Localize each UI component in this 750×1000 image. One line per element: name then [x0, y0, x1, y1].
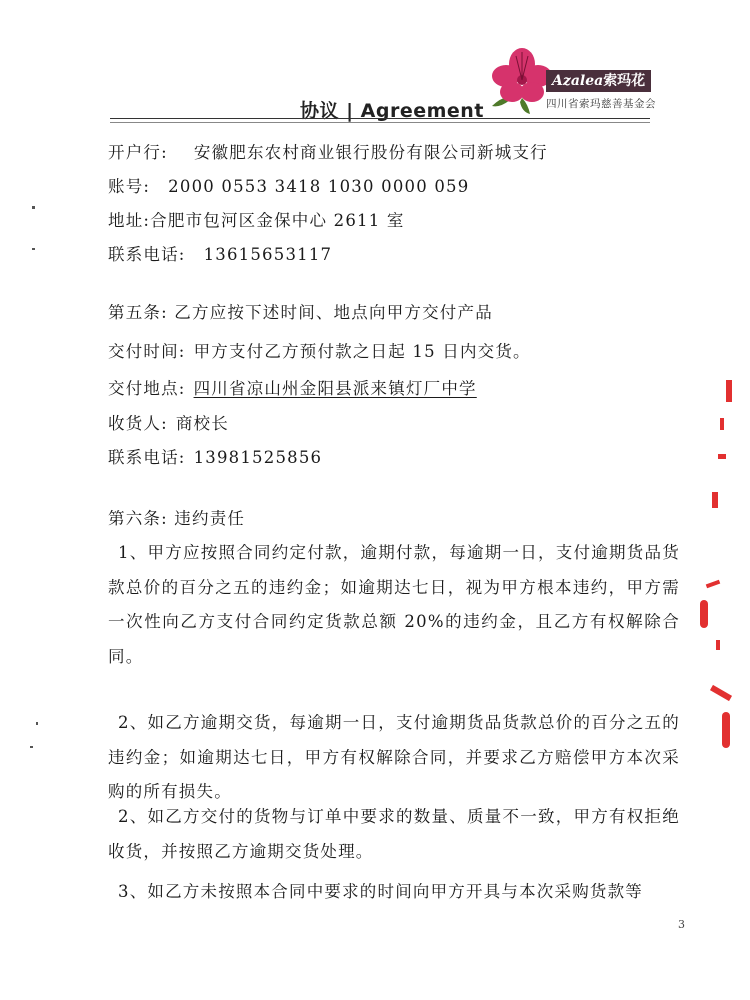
- receiver-line: 收货人: 商校长: [108, 414, 229, 433]
- header-divider: [110, 118, 650, 119]
- clause-2: 2、如乙方逾期交货，每逾期一日，支付逾期货品货款总价的百分之五的违约金；如逾期达七日，甲方有权解除合同，并要求乙方赔偿甲方本次采购的所有损失。: [108, 713, 680, 801]
- article-6-title: 第六条: 违约责任: [108, 509, 246, 528]
- delivery-place-line: 交付地点: 四川省凉山州金阳县派来镇灯厂中学: [108, 379, 477, 398]
- page-header-title: 协议 | Agreement: [300, 100, 484, 122]
- header-divider-secondary: [110, 122, 650, 123]
- scan-mark: [36, 722, 38, 725]
- article-5-title: 第五条: 乙方应按下述时间、地点向甲方交付产品: [108, 303, 493, 322]
- clause-3: 3、如乙方未按照本合同中要求的时间向甲方开具与本次采购货款等: [118, 882, 643, 901]
- bank-name-line: 开户行: 安徽肥东农村商业银行股份有限公司新城支行: [108, 143, 548, 162]
- page-number: 3: [678, 918, 685, 931]
- clause-2b: 2、如乙方交付的货物与订单中要求的数量、质量不一致，甲方有权拒绝收货，并按照乙方逾期交货处理。: [108, 807, 680, 861]
- scan-mark: [30, 746, 33, 748]
- logo-name: Azalea索玛花: [546, 70, 651, 92]
- bank-phone-line: 联系电话: 13615653117: [108, 245, 333, 264]
- clause-1: 1、甲方应按照合同约定付款，逾期付款，每逾期一日，支付逾期货品货款总价的百分之五的违约金；如逾期达七日，视为甲方根本违约，甲方需一次性向乙方支付合同约定货款总额 20%的违约金，且乙方有权解除合同。: [108, 543, 680, 666]
- account-number-line: 账号: 2000 0553 3418 1030 0000 059: [108, 177, 470, 196]
- logo-subtitle: 四川省索玛慈善基金会: [546, 98, 656, 110]
- foundation-logo: [490, 42, 690, 114]
- receiver-phone-line: 联系电话: 13981525856: [108, 448, 323, 467]
- scan-mark: [32, 206, 35, 209]
- scan-mark: [32, 248, 35, 250]
- delivery-time-line: 交付时间: 甲方支付乙方预付款之日起 15 日内交货。: [108, 342, 531, 361]
- address-line: 地址:合肥市包河区金保中心 2611 室: [108, 211, 405, 230]
